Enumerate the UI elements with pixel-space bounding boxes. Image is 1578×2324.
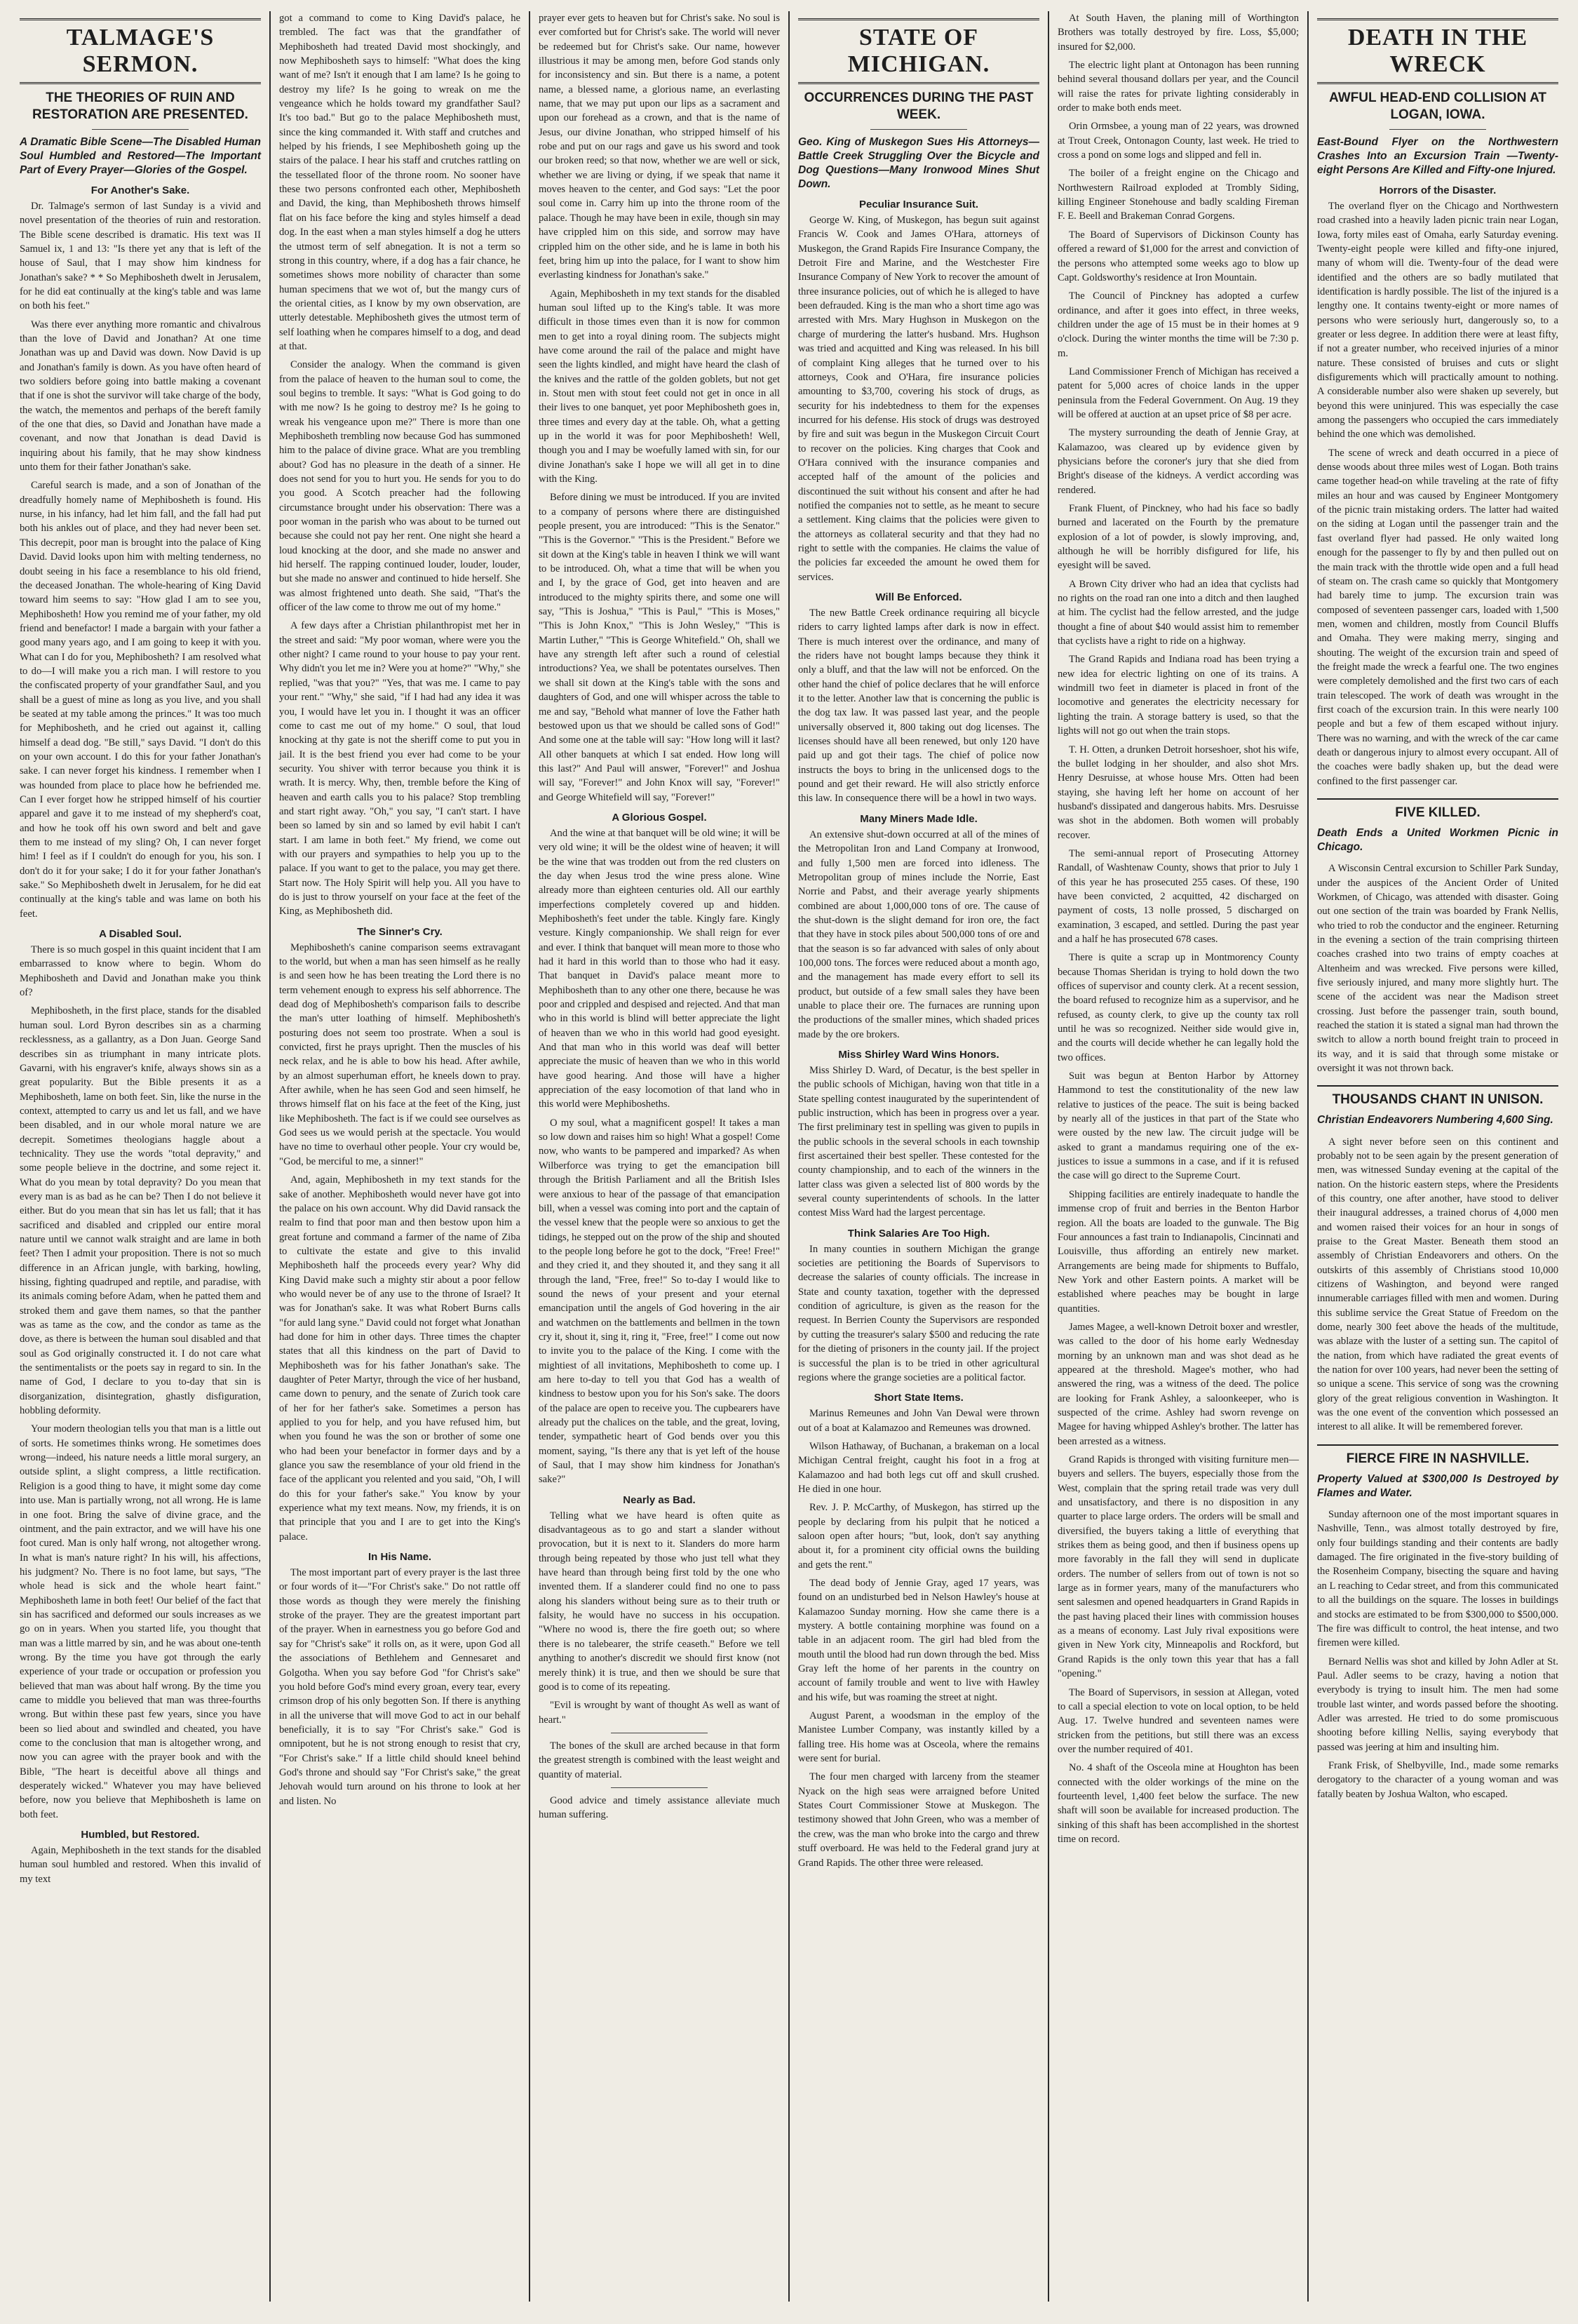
paragraph: And the wine at that banquet will be old wine; it will be very old wine; it will be the oldest wine of heaven; it will be the wine that was trodden out from the red clusters on the day when Jesus trod the wine press alone. Wine already more than eighteen centuries old. All our earthly imperfections completely covered up and hidden. Mephibosheth's feet under the table. Kingly fare. Kingly vesture. Kingly companionship. We shall reign for ever and ever. I think that banquet will mean more to those who had it hard in this world than to those who had it easy. That banquet in David's palace meant more to Mephibosheth than to any other one there, because he was poor and crippled and despised and rejected. And that man who in this world is blind will better appreciate the light of heaven than we who in this world had good eyesight. And that man who in this world was deaf will better appreciate the music of heaven than we who in this world have good hearing. And those will have a higher appreciation of the easy locomotion of that land who in this world were Mephibosheths. — [539, 827, 780, 1110]
section-heading-short-state-items: Short State Items. — [874, 1392, 964, 1404]
paragraph: August Parent, a woodsman in the employ of the Manistee Lumber Company, was instantly killed by a falling tree. His home was at Osceola, where the remains were sent for burial. — [798, 1710, 1039, 1765]
paragraph: Your modern theologian tells you that man is a little out of sorts. He sometimes thinks wrong. He sometimes does wrong—indeed, his nature needs a little moral surgery, an outside splint, a slight compress, a little rectification. Religion is a good thing to have, it might some day come into use. Man is partially wrong, not all wrong. He is lame in one foot. Bring the salve of divine grace, and the ointment, and the pain extractor, and we will have his one foot cured. Man is only half wrong, not altogether wrong. In what is man's nature right? In his will, his affections, his judgment? No. There is no foot lame, but says, "The whole head is sick and the whole heart faint." Mephibosheth lame in both feet! Our belief of the fact that sin has sacrificed and deformed our souls increases as we go on in years. When you started life, you thought that man was a little marred by sin, and he was about one-tenth wrong. By the time you have got through the early experience of your trade or occupation or profession you believed that man was about half wrong. By the time you came to middle you believed that man was three-fourths wrong. But within these past few years, since you have been so lied about and swindled and cheated, you have come to the conclusion that man is altogether wrong, and now you can agree with the prayer book and with the Bible, "The heart is deceitful above all things and desperately wicked." Whatever you may have believed before, now you believe that Mephibosheth is lame on both feet. — [20, 1423, 261, 1820]
paragraph: Orin Ormsbee, a young man of 22 years, was drowned at Trout Creek, Ontonagon County, last week. He tried to cross a pond on some logs and slipped and fell in. — [1058, 121, 1299, 161]
paragraph: Telling what we have heard is often quite as disadvantageous as to go and start a slander without provocation, but it is next to it. Slanders do more harm through being repeated by those who just tell what they have heard than through being first told by the one who invented them. If a slanderer could find no one to pass along his slanders without being sure as to their truth or falsity, he would have no success in his occupation. "Where no wood is, there the fire goeth out; so where there is no talebearer, the strife ceaseth." Before we tell anything to another's discredit we should first know (not merely think) it is true, and then we should be sure that good is to come of its repeating. — [539, 1510, 780, 1693]
section-heading-another-sake: For Another's Sake. — [90, 184, 190, 196]
section-heading-nearly-as-bad: Nearly as Bad. — [623, 1493, 696, 1506]
section-heading-sinners-cry: The Sinner's Cry. — [357, 925, 443, 938]
deck-ruin-restoration: THE THEORIES OF RUIN AND RESTORATION ARE PRESENTED. — [32, 90, 248, 122]
divider — [611, 1787, 708, 1788]
headline-fierce-fire: FIERCE FIRE IN NASHVILLE. — [1317, 1444, 1558, 1467]
paragraph: Dr. Talmage's sermon of last Sunday is a vivid and novel presentation of the theories of ruin and restoration. The Bible scene described is dramatic. His text was II Samuel ix, 1 and 13: "Is there yet any that is left of the house of Saul, that I may show him kindness for Jonathan's sake? * * So Mephibosheth dwelt in Jerusalem, for he did eat continually at the king's table and was lame on both his feet." — [20, 200, 261, 312]
paragraph: No. 4 shaft of the Osceola mine at Houghton has been connected with the older workings of the mine on the fourteenth level, 1,400 feet below the surface. The new shaft will soon be available for increased production. The sinking of this shaft has been accomplished in the shortest time on record. — [1058, 1762, 1299, 1845]
paragraph: Rev. J. P. McCarthy, of Muskegon, has stirred up the people by declaring from his pulpit that he noticed a saloon open after hours; "but, look, don't say anything about it, for a prominent city official owns the building and gets the rent." — [798, 1502, 1039, 1571]
divider — [92, 129, 189, 130]
paragraph: Careful search is made, and a son of Jonathan of the dreadfully homely name of Mephibosheth is found. His nurse, in his infancy, had let him fall, and the fall had put both his ankles out of place, and they had never been set. This decrepit, poor man is brought into the palace of King David. David looks upon him with melting tenderness, no doubt seeing in his face a resemblance to his old friend, the deceased Jonathan. The whole-hearing of King David toward him seems to say: "How glad I am to see you, Mephibosheth! How you remind me of your father, my old friend and benefactor! I made a bargain with your father a good many years ago, and I am going to keep it with you. What can I do for you, Mephibosheth? I am resolved what to do—I will make you a rich man. I will restore to you the confiscated property of your grandfather Saul, and you shall be a guest of mine as long as you live, and you shall be seated at my table among the princes." It was too much for Mephibosheth, and he cried out against it, calling himself a dead dog. "Be still," says David. "I don't do this on your own account. I do this for your father Jonathan's sake. I can never forget his kindness. I remember when I was hounded from place to place how he befriended me. Can I ever forget how he stripped himself of his courtier apparel and gave it to me instead of my shepherd's coat, and how he took off his own sword and belt and gave them to me instead of my sling? Oh, I can never forget him! I feel as if I couldn't do enough for you, his son. I don't do it for your sake; I do it for your father Jonathan's sake." So Mephibosheth dwelt in Jerusalem, for he did eat continually at the king's table and was lame on both his feet. — [20, 480, 261, 920]
column-talmage-sermon — [11, 11, 271, 2302]
paragraph: A few days after a Christian philanthropist met her in the street and said: "My poor woman, where were you the other night? I came round to your house to pay your rent. Why didn't you let me in? Were you at home?" "Why," she replied, "was that you?" "Yes, that was me. I came to pay your rent." "Why," she said, "if I had had any idea it was you, I would have let you in. I thought it was an officer come to cast me out of my home." O soul, that loud knocking at thy gate is not the sheriff come to put you in jail. It is the best friend you ever had come to be your security. You shiver with terror because you think it is wrath. It is mercy. Why, then, tremble before the King of heaven and earth calls you to his palace? Stop trembling and start right away. "Oh," you say, "I can't start. I have been so lamed by sin and so lamed by evil habit I can't start. I am lame in both feet." My friend, we come out with our prayers and sympathies to help you up to the palace. If you want to get to the palace, you may get there. Start now. The Holy Spirit will help you. All you have to do is just to throw yourself on your face at the feet of the King, as Mephibosheth did. — [279, 620, 520, 918]
divider — [1389, 129, 1486, 130]
paragraph: Marinus Remeunes and John Van Dewal were thrown out of a boat at Kalamazoo and Remeunes was drowned. — [798, 1408, 1039, 1434]
deck-head-end-collision: AWFUL HEAD-END COLLISION AT LOGAN, IOWA. — [1329, 90, 1546, 122]
headline-thousands-chant: THOUSANDS CHANT IN UNISON. — [1317, 1085, 1558, 1108]
column-death-in-wreck — [1309, 11, 1567, 2302]
paragraph: prayer ever gets to heaven but for Christ's sake. No soul is ever comforted but for Christ's sake. The world will never be redeemed but for Christ's sake. Our name, however illustrious it may be among men, before God stands only for inconsistency and sin. But there is a name, a potent name, a blessed name, a glorious name, an everlasting name, that we may put upon our lips as a sacrament and upon our forehead as a crown, and that is the name of Jesus, our divine Jonathan, who stripped himself of his robe and put on our rags and gave us his sword and took our broken reed; so that now, whether we are well or sick, whether we are living or dying, if we speak that name it moves heaven to the center, and God says: "Let the poor soul come in. Carry him up into the throne room of the palace. Though he may have been in exile, though sin may have crippled him on this side, and sorrow may have crippled him on the other side, and he is lame in both his feet, bring him up into the palace, for I want to show him everlasting kindness for Jonathan's sake." — [539, 13, 780, 281]
paragraph: The bones of the skull are arched because in that form the greatest strength is combined with the least weight and quantity of material. — [539, 1740, 780, 1780]
paragraph: A Wisconsin Central excursion to Schiller Park Sunday, under the auspices of the Ancient Order of United Workmen, of Chicago, was attended with disaster. Going out one section of the train was boarded by Frank Nellis, who tried to rob the conductor and the engineer. Returning in the evening a section of the train comprising thirteen coaches crashed into two trains of empty coaches at Altenheim and was wrecked. Five persons were killed, five seriously injured, and many more slightly hurt. The scene of the accident was near the Madison street crossing. Just before the passenger train, south bound, reached the station it is stated a signal man had thrown the switch to allow a north bound freight train to proceed in its way, and it is said that through some mistake or oversight it was not thrown back. — [1317, 863, 1558, 1075]
paragraph: Sunday afternoon one of the most important squares in Nashville, Tenn., was almost totally destroyed by fire, only four buildings standing and their contents are badly damaged. The fire originated in the five-story building of the Rosenheim Company, bisecting the square and having an L reaching to Cedar street, and from this communicated to all the buildings on the square. The losses in buildings and stocks are estimated to be from $300,000 to $500,000. The fire was difficult to control, the heat intense, and two firemen were killed. — [1317, 1509, 1558, 1649]
paragraph: There is quite a scrap up in Montmorency County because Thomas Sheridan is trying to hold down the two offices of supervisor and county clerk. At a recent session, the board refused to recognize him as a supervisor, and he refused, as county clerk, to give up the county tax roll until he was so recognized. Neither side would give in, and the courts will decide whether he can legally hold the two offices. — [1058, 952, 1299, 1063]
paragraph: The overland flyer on the Chicago and Northwestern road crashed into a heavily laden picnic train near Logan, Iowa, forty miles east of Omaha, early Saturday evening. Twenty-eight people were killed and fifty-one injured, many of whom will die. Twenty-four of the dead were identified and the others are so badly mutilated that identification is hardly possible. The list of the injured is a lengthy one. It contains twenty-eight or more names of persons who were seriously hurt, dangerously so, to a greater or less degree. In addition there were at least fifty, if not a greater number, who received injuries of a minor nature. These consisted of bruises and cuts or slight disfigurements which will practically amount to nothing. A considerable number also were shaken up severely, but beyond this were uninjured. This was especially the case among the passengers who occupied the cars immediately behind the one which was demolished. — [1317, 200, 1558, 441]
paragraph: Was there ever anything more romantic and chivalrous than the love of David and Jonathan? At one time Jonathan was up and David was down. Now David is up and Jonathan's family is down. As you have often heard of two soldiers before going into battle making a covenant that if one is shot the survivor will take charge of the body, the watch, the mementos and perhaps of the bereft family of the one that dies, so David and Jonathan have made a covenant, and now that Jonathan is dead David is inquiring about his family, that he may show kindness unto them for their father Jonathan's sake. — [20, 318, 261, 473]
newspaper-page — [11, 11, 1567, 2302]
subdeck-flyer-crash: East-Bound Flyer on the Northwestern Crashes Into an Excursion Train —Twenty-eight Persons Are Killed and Fifty-one Injured. — [1317, 135, 1558, 176]
paragraph: The semi-annual report of Prosecuting Attorney Randall, of Washtenaw County, shows that prior to July 1 of this year he has prosecuted 255 cases. Of these, 190 have been convicted, 2 acquitted, 42 discharged on payment of costs, 13 nolle prossed, 5 discharged on examination, 3 escaped, and settled. During the past year and a half he has prosecuted 678 cases. — [1058, 847, 1299, 945]
paragraph: The dead body of Jennie Gray, aged 17 years, was found on an undisturbed bed in Nelson Hawley's house at Kalamazoo Sunday morning. How she came there is a mystery. A bottle containing morphine was found on a table in an adjacent room. The girl had bled from the mouth until the blood had run down through the bed. Miss Gray left the home of her parents in the country on account of family trouble and went to live with Hawley and his wife, but was roaming the street at night. — [798, 1577, 1039, 1703]
section-heading-miners-idle: Many Miners Made Idle. — [860, 812, 978, 825]
subdeck-bible-scene: A Dramatic Bible Scene—The Disabled Human Soul Humbled and Restored—The Important Part of Every Prayer—Glories of the Gospel. — [20, 135, 261, 176]
paragraph: Again, Mephibosheth in my text stands for the disabled human soul lifted up to the King's table. It was more difficult in those times even than it is now for common men to get into a royal dining room. The subjects might have come around the rail of the palace and might have seen the lights kindled, and might have heard the clash of the knives and the rattle of the golden goblets, but not get in. Stout men with stout feet could not get in once in all their lives to one banquet, yet poor Mephibosheth goes in, three times and every day at the table. Oh, what a getting up in the world it was for poor Mephibosheth! Well, though you and I may be woefully lamed with sin, for our divine Jonathan's sake I hope we will all get in to dine with the King. — [539, 288, 780, 485]
subdeck-workmen-picnic: Death Ends a United Workmen Picnic in Chicago. — [1317, 827, 1558, 854]
paragraph: Suit was begun at Benton Harbor by Attorney Hammond to test the constitutionality of the new law relative to justices of the peace. The suit is being backed by nearly all of the justices in that part of the State who were ousted by the new law. The circuit judge will be asked to grant a mandamus requiring one of the ex-justices to issue a summons in a case, and if it is refused the case will go direct to the Supreme Court. — [1058, 1070, 1299, 1182]
paragraph: The most important part of every prayer is the last three or four words of it—"For Christ's sake." Do not rattle off those words as though they were merely the finishing stroke of the prayer. They are the greatest important part of the prayer. When in earnestness you go before God and say for "Christ's sake" it rolls on, as it were, upon God all the associations of Bethlehem and Gennesaret and Golgotha. When you say before God "for Christ's sake" you hold before God's mind every groan, every tear, every crimson drop of his only begotten Son. If there is anything in all the universe that will move God to act in our behalf beneficially, it is to say "For Christ's sake." God is omnipotent, but he is not strong enough to resist that cry, "For Christ's sake." If a little child should kneel behind God's throne and should say "For Christ's sake," the great Jehovah would turn around on his throne to look at her and listen. No — [279, 1567, 520, 1807]
paragraph: A Brown City driver who had an idea that cyclists had no rights on the road ran one into a ditch and then laughed at him. The cyclist had the fellow arrested, and the judge thought a fine of about $40 would assist him to remember that cyclists have a right to ride on a highway. — [1058, 578, 1299, 647]
column-state-of-michigan — [790, 11, 1049, 2302]
paragraph: The electric light plant at Ontonagon has been running behind several thousand dollars per year, and the Council will raise the rates for private lighting considerably in order to make both ends meet. — [1058, 60, 1299, 114]
subdeck-endeavorers: Christian Endeavorers Numbering 4,600 Sing. — [1317, 1114, 1553, 1127]
paragraph: The new Battle Creek ordinance requiring all bicycle riders to carry lighted lamps after dark is now in effect. There is much interest over the ordinance, and many of the riders have not bought lamps because they think it only a bluff, and that the law will not be enforced. On the other hand the chief of police declares that he will enforce it to the letter. Another law that is concerning the public is the dog tax law. It was passed last year, and the people universally observed it, 800 taking out dog licenses. The licenses should have all been renewed, but only 120 have paid up and got their tags. The chief of police now instructs the boys to bring in the unlicensed dogs to the pound and get their reward. He will also strictly enforce this law. In consequence there will be a howl in two ways. — [798, 607, 1039, 805]
headline-five-killed: FIVE KILLED. — [1317, 798, 1558, 821]
paragraph: Before dining we must be introduced. If you are invited to a company of persons where there are distinguished people present, you are introduced: "This is the Senator." "This is the Governor." "This is the President." Before we sit down at the King's table in heaven I think we will want to be introduced. Oh, what a time that will be when you and I, by the grace of God, get into heaven and are introduced to the mighty spirits there, and some one will say, "This is Joshua," "This is Paul," "This is Moses," "This is John Knox," "This is John Wesley," "This is Martin Luther," "This is George Whitefield." Oh, shall we have any strength left after such a round of celestial introductions? Yea, we shall be potentates ourselves. Then we shall sit down at the King's table with the sons and daughters of God, and one will whisper across the table to me and say, "Behold what manner of love the Father hath bestowed upon us that we should be called sons of God!" And some one at the table will say: "How long will it last? All other banquets at which I sat ended. How long will this last?" And Paul will answer, "Forever!" and Joshua will say, "Forever!" and John Knox will say, "Forever!" and George Whitefield will say, "Forever!" — [539, 492, 780, 803]
column-sermon-conclusion — [530, 11, 790, 2302]
paragraph: Bernard Nellis was shot and killed by John Adler at St. Paul. Adler seems to be crazy, having a notion that everybody is trying to insult him. The men had some trouble last winter, and words passed before the shooting. Adler was arrested. He tried to do some promiscuous shooting before killing Nellis, saying everybody that passed was jeering at him and insulting him. — [1317, 1655, 1558, 1753]
paragraph: And, again, Mephibosheth in my text stands for the sake of another. Mephibosheth would never have got into the palace on his own account. Why did David ransack the realm to find that poor man and then bestow upon him a great fortune and command a farmer of the name of Ziba to cultivate the estate and give to this invalid Mephibosheth half the proceeds every year? Why did King David make such a mighty stir about a poor fellow who would never be of any use to the throne of Israel? It was for Jonathan's sake. It was what Robert Burns calls "for auld lang syne." David could not forget what Jonathan had done for him in other days. Three times the chapter states that all this kindness on the part of David to Mephibosheth was for his father Jonathan's sake. The daughter of Peter Martyr, through the vice of her husband, came down to penury, and the senate of Zurich took care of her for her father's sake. Sometimes a person has applied to you for help, and you have refused him, but when you found he was the son or brother of some one who had been your benefactor in former days and by a glance you saw the resemblance of your old friend in the face of the applicant you relented and you said, "Oh, I will do this for your father's sake." You know by your experience what my text means. Now, my friends, it is on that principle that you and I are to get into the King's palace. — [279, 1174, 520, 1543]
paragraph: In many counties in southern Michigan the grange societies are petitioning the Boards of Supervisors to decrease the salaries of county officials. The increase in State and county taxation, together with the depressed condition of agriculture, is given as the reason for the request. In Berrien County the Supervisors are responded by cutting the treasurer's salary $500 and reducing the rate for the dieting of prisoners in the county jail. If the project is successful the plan is to be tried in other agricultural regions where the grange societies are a political factor. — [798, 1243, 1039, 1383]
paragraph: Wilson Hathaway, of Buchanan, a brakeman on a local Michigan Central freight, caught his foot in a frog at Kalamazoo and had both legs cut off and skull crushed. He died in one hour. — [798, 1440, 1039, 1495]
paragraph: Frank Frisk, of Shelbyville, Ind., made some remarks derogatory to the character of a young woman and was fatally beaten by Joshua Walton, who escaped. — [1317, 1759, 1558, 1800]
paragraph: Frank Fluent, of Pinckney, who had his face so badly burned and lacerated on the Fourth by the premature explosion of a lot of powder, is slowly improving, and, although he will be horribly disfigured for life, his eyesight will be saved. — [1058, 503, 1299, 572]
paragraph: The mystery surrounding the death of Jennie Gray, at Kalamazoo, was cleared up by evidence given by physicians before the coroner's jury that she died from Bright's disease of the kidneys. A verdict according was rendered. — [1058, 427, 1299, 496]
paragraph: Shipping facilities are entirely inadequate to handle the immense crop of fruit and berries in the Benton Harbor region. All the boats are loaded to the gunwale. The Big Four announces a fast train to Indianapolis, Cincinnati and Louisville, thus affording an entirely new market. Arrangements are being made for shipments to Buffalo, New York and other Eastern points. A market will be established where peaches may be bought in large quantities. — [1058, 1188, 1299, 1315]
paragraph: George W. King, of Muskegon, has begun suit against Francis W. Cook and James O'Hara, attorneys of Muskegon, the Grand Rapids Fire Insurance Company, the Detroit Fire and Marine, and the Westchester Fire Insurance Company of New York to recover the amount of three insurance policies, out of which he is alleged to have been defrauded. King is the man who a short time ago was arrested with Mrs. Mary Hughson in Muskegon on the charge of murdering the latter's husband. Mrs. Hughson was tried and acquitted and King was released. In his bill of complaint King alleges that he turned over to his attorneys, Cook and O'Hara, fire insurance policies amounting to $3,700, covering his stock of drugs, as security for his indebtedness to them for the expenses incurred for his defense. His stock of drugs was destroyed by fire and suit was begun in the Muskegon Circuit Court to recover on the policies. King charges that Cook and O'Hara connived with the insurance companies and accepted half of the amount of the policies and discontinued the suit without his consent and after he had notified the companies not to settle, as he meant to secure a settlement. King claims that the policies were given to the attorneys as collateral security and that they had no right to settle with the companies. He claims the value of the policies far exceeded the amount he owed them for services. — [798, 215, 1039, 583]
headline-state-of-michigan: STATE OF MICHIGAN. — [798, 18, 1039, 84]
headline-death-in-wreck: DEATH IN THE WRECK — [1317, 18, 1558, 84]
section-heading-horrors: Horrors of the Disaster. — [1379, 184, 1497, 196]
section-heading-spelling-honors: Miss Shirley Ward Wins Honors. — [838, 1048, 999, 1061]
paragraph: O my soul, what a magnificent gospel! It takes a man so low down and raises him so high! What a gospel! Come now, who wants to be pampered and imparked? As when Wilberforce was trying to get the emancipation bill through the British Parliament and all the British Isles were anxious to hear of the passage of that emancipation bill, when a vessel was coming into port and the captain of the vessel knew that the people were so anxious to get the tidings, he stepped out on the prow of the ship and shouted to the people long before he got to the dock, "Free! Free!" and they cried it, and they shouted it, and they sang it all through the land, "Free, free!" So to-day I would like to sound the news of your present and your eternal emancipation until the angels of God hovering in the air and watchmen on the battlements and bellmen in the town cry it, shout it, sing it, ring it, "Free, free!" I come out now to invite you to the palace of the King. I come with the mightiest of all invitations, Mephibosheth to come up. I am here to-day to tell you that God has a wealth of kindness to bestow upon you for his Son's sake. The doors of the palace are open to receive you. The cupbearers have already put the chalices on the table, and the great, loving, tender, sympathetic heart of God bends over you this moment, saying, "Is there any that is yet left of the house of Saul, that I may show him kindness for Jonathan's sake?" — [539, 1117, 780, 1486]
section-heading-humbled-restored: Humbled, but Restored. — [81, 1829, 200, 1841]
section-heading-salaries: Think Salaries Are Too High. — [847, 1227, 990, 1240]
paragraph: Miss Shirley D. Ward, of Decatur, is the best speller in the public schools of Michigan, having won that title in a State spelling contest inaugurated by the superintendent of public instruction, which has been in progress over a year. The first preliminary test in spelling was given to pupils in the public schools in the several schools in each township first ascertained their best speller. These contested for the county championship, and to each of the winners in the latter class was given a selected list of 800 words by the several county superintendents of schools. In the latter contest Miss Ward had the largest percentage. — [798, 1064, 1039, 1219]
paragraph: Mephibosheth, in the first place, stands for the disabled human soul. Lord Byron describes sin as a charming recklessness, as a gallantry, as a Don Juan. George Sand describes sin as triumphant in many intricate plots. Gavarni, with his engraver's knife, always shows sin as a great popularity. But the Bible presents it as a Mephibosheth, lame on both feet. Sin, like the nurse in the context, attempted to carry us and let us fall, and we have been disabled, and in our whole moral nature we are decrepit. Sometimes theologians haggle about a technicality. They use the words "total depravity," and some people believe in the doctrine, and some reject it. What do you mean by total depravity? Do you mean that every man is as bad as he can be? Then I do not believe it either. But do you mean that sin has let us fall; that it has sacrificed and disabled and crippled our entire moral nature until we cannot walk straight and are lame in both feet? Then I admit your proposition. There is not so much difference in an African jungle, with barking, howling, hissing, fighting quadruped and reptile, and paradise, with its animals coming before Adam, when he patted them and stroked them and gave them names, so that the panther was as tame as the cow, and the condor as tame as the dove, as there is between the human soul disabled and that soul as God originally constructed it. I do not care what the sentimentalists or the poets say in regard to sin. In the name of God, I declare to you to-day that sin is disorganization, disintegration, ghastly disfiguration, hobbling deformity. — [20, 1005, 261, 1417]
section-heading-in-his-name: In His Name. — [367, 1551, 432, 1564]
paragraph: Consider the analogy. When the command is given from the palace of heaven to the human soul to come, the soul begins to tremble. It says: "What is God going to do with me now? Is he going to destroy me? Is he going to wreak his vengeance upon me?" There is more than one Mephibosheth trembling now because God has summoned him to the palace of divine grace. What are you trembling about? God has no pleasure in the death of a sinner. He does not send for you to hurt you. He sends for you to do you good. A Scotch preacher had the following circumstance brought under his observation: There was a poor woman in the parish who was about to be turned out because she could not pay her rent. One night she heard a loud knocking at the door, and she made no answer and hid herself. The rapping continued louder, louder, louder, but she made no answer and continued to hide herself. She was almost frightened unto death. She said, "That's the officer of the law come to throw me out of my home." — [279, 359, 520, 614]
column-michigan-items — [1049, 11, 1309, 2302]
paragraph: The Grand Rapids and Indiana road has been trying a new idea for electric lighting on one of its trains. A windmill two feet in diameter is placed in front of the locomotive and generates the electricity necessary for lighting the train. A storage battery is used, so that the lights will not go out when the train stops. — [1058, 654, 1299, 737]
headline-talmage-sermon: TALMAGE'S SERMON. — [20, 18, 261, 84]
paragraph: Land Commissioner French of Michigan has received a patent for 5,000 acres of choice lands in the upper peninsula from the Federal Government. On Aug. 19 they will be offered at auction at an upset price of $8 per acre. — [1058, 365, 1299, 420]
quotation: "Evil is wrought by want of thought As well as want of heart." — [539, 1700, 780, 1726]
paragraph: At South Haven, the planing mill of Worthington Brothers was totally destroyed by fire. Loss, $5,000; insured for $2,000. — [1058, 13, 1299, 53]
paragraph: A sight never before seen on this continent and probably not to be seen again by the present generation of men, was witnessed Sunday evening at the capital of the nation. On the historic eastern steps, where the Presidents of this country, one after another, have stood to deliver their inaugural addresses, a trained chorus of 4,000 men and women raised their voices for an hour in songs of praise to the Great Master. Beneath them stood an assembly of Christian Endeavorers and others. On the outskirts of this assembly of Christians stood 10,000 citizens of Washington, and beyond were ranged innumerable carriages filled with men and women. During this sublime service the Great Statue of Freedom on the dome, nearly 300 feet above the heads of the multitude, was ablaze with the luster of a setting sun. The capitol of the nation, from which have radiated the great events of the nation for over 100 years, had never been the setting of so unique a scene. This service of song was the crowning glory of the great religious convention in Washington. It was the one event of the convention which possessed an interest to all alike. It will be remembered forever. — [1317, 1136, 1558, 1433]
section-heading-insurance-suit: Peculiar Insurance Suit. — [858, 199, 979, 211]
paragraph: The scene of wreck and death occurred in a piece of dense woods about three miles west of Logan. Both trains came together head-on while traveling at the rate of fifty miles an hour and was caused by Engineer Montgomery of the picnic train mistaking orders. The latter had waited on the siding at Logan until the passenger train and the fast overland flyer had passed. He only waited long enough for the passenger to fly by and then pulled out on the main track with the throttle wide open and a full head of steam on. The crash came so quickly that Montgomery had barely time to jump. The excursion train was composed of seventeen passenger cars, loaded with 1,500 men, women and children, mostly from Council Bluffs and Omaha. They were making merry, singing and shouting. The weight of the excursion train and speed of the freight made the wreck a fearful one. The two engines were completely demolished and the first two cars of each train telescoped. The work of death was wrought in the first coach of the excursion train. In this were nearly 100 people and but a few of them escaped without injury. There was no warning, and with the wreck of the car came death or dangerous injury to almost every occupant. All of the coaches were badly shaken up, but the dead were confined to the first passenger car. — [1317, 447, 1558, 787]
paragraph: The Board of Supervisors of Dickinson County has offered a reward of $1,000 for the arrest and conviction of the persons who attempted some weeks ago to blow up Capt. Goldsworthy's residence at Iron Mountain. — [1058, 229, 1299, 283]
paragraph: James Magee, a well-known Detroit boxer and wrestler, was called to the door of his home early Wednesday morning by an unknown man and was shot dead as he appeared at the threshold. Magee's mother, who had answered the ring, was a witness of the deed. The police are looking for Frank Ashley, a saloonkeeper, who is suspected of the crime. Ashley had sworn revenge on Magee for having whipped Ashley's brother. The latter has been arrested as a witness. — [1058, 1321, 1299, 1447]
paragraph: got a command to come to King David's palace, he trembled. The fact was that the grandfather of Mephibosheth had treated David most shockingly, and now Mephibosheth says to himself: "What does the king want of me? Isn't it enough that I am lame? Is he going to destroy my life? Is he going to wreak on me the vengeance which he holds toward my grandfather Saul? It's too bad." But go to the palace Mephibosheth must, since the king commanded it. With staff and crutches and helped by his friends, I see Mephibosheth going up the stairs of the palace. I hear his staff and crutches rattling on the tessellated floor of the throne room. No sooner have these two persons confronted each other, Mephibosheth and David, the king, than Mephibosheth throws himself flat on his face before the king and styles himself a dead dog. In the east when a man styles himself a dog he utters the utmost term of self abnegation. It is not a term so strong in this country, where, if a dog has a fair chance, he sometimes shows more nobility of character than some human specimens that we wot of, but the mangy curs of the oriental cities, as I know by my own observation, are utterly detestable. Mephibosheth gives the utmost term of self loathing when he compares himself to a dog, and dead at that. — [279, 13, 520, 352]
paragraph: An extensive shut-down occurred at all of the mines of the Metropolitan Iron and Land Company at Ironwood, and fully 1,500 men are forced into idleness. The Metropolitan group of mines include the Norrie, East Norrie and Pabst, and their average yearly shipments combined are about 1,000,000 tons of ore. The cause of the shut-down is the slight demand for iron ore, the fact that they have in stock piles about 500,000 tons of ore and that the season is so far advanced with sales of only about 100,000 tons. The forces were reduced about a month ago, and the management has made every effort to sell its product, but outside of a few small sales they have been unable to place their ore. The furnaces are running upon the productions of the smaller mines, which shaded prices made by the ore brokers. — [798, 828, 1039, 1040]
paragraph: T. H. Otten, a drunken Detroit horseshoer, shot his wife, the bullet lodging in her shoulder, and also shot Mrs. Henry Desruisse, at whose house Mrs. Otten had been staying, she having left her home on account of her husband's dissipated and dangerous habits. Mrs. Desruisse was shot in the abdomen. Both women will probably recover. — [1058, 744, 1299, 841]
paragraph: The boiler of a freight engine on the Chicago and Northwestern Railroad exploded at Trombly Siding, killing Engineer Stonehouse and badly scalding Fireman F. E. Beell and Brakeman Conrad Gorgens. — [1058, 168, 1299, 222]
paragraph: The Council of Pinckney has adopted a curfew ordinance, and after it goes into effect, in three weeks, children under the age of 15 must be in their homes at 9 o'clock. During the winter months the time will be 7:30 p. m. — [1058, 290, 1299, 359]
paragraph: Mephibosheth's canine comparison seems extravagant to the world, but when a man has seen himself as he really is and seen how he has been treating the Lord there is no term vehement enough to express his self abhorrence. The dead dog of Mephibosheth's comparison fails to describe the man's utter loathing of himself. Mephibosheth's posturing does not seem too prostrate. When a soul is convicted, first he prays upright. Then the muscles of his neck relax, and he is able to bow his head. After awhile, by an almost superhuman effort, he kneels down to pray. After awhile, when he has seen God and seen himself, he throws himself flat on his face at the feet of the King, just like Mephibosheth. The fact is if we could see ourselves as God sees us we would perish at the spectacle. You would have no time to overhaul other people. Your cry would be, "God, be merciful to me, a sinner!" — [279, 941, 520, 1167]
column-sermon-continued — [271, 11, 530, 2302]
section-heading-disabled-soul: A Disabled Soul. — [99, 928, 182, 941]
paragraph: The four men charged with larceny from the steamer Nyack on the high seas were arraigned before United States Court Commissioner Stowe at Muskegon. The testimony showed that John Green, who was a member of the crew, was the man who broke into the cargo and threw stuff overboard. He was held to the Federal grand jury at Grand Rapids. The other three were released. — [798, 1771, 1039, 1869]
deck-occurrences: OCCURRENCES DURING THE PAST WEEK. — [804, 90, 1034, 122]
paragraph: The Board of Supervisors, in session at Allegan, voted to call a special election to vote on local option, to be held Aug. 17. Twelve hundred and seventeen names were stricken from the petitions, but still there was an excess over the number required of 401. — [1058, 1686, 1299, 1755]
subdeck-property-destroyed: Property Valued at $300,000 Is Destroyed by Flames and Water. — [1317, 1472, 1558, 1499]
subdeck-michigan-summary: Geo. King of Muskegon Sues His Attorneys—Battle Creek Struggling Over the Bicycle and Dog Questions—Many Ironwood Mines Shut Down. — [798, 135, 1039, 190]
paragraph: There is so much gospel in this quaint incident that I am embarrassed to know where to begin. Whom do Mephibosheth and David and Jonathan make you think of? — [20, 944, 261, 999]
paragraph: Good advice and timely assistance alleviate much human suffering. — [539, 1794, 780, 1821]
divider — [870, 129, 967, 130]
section-heading-glorious-gospel: A Glorious Gospel. — [612, 811, 707, 824]
paragraph: Again, Mephibosheth in the text stands for the disabled human soul humbled and restored. When this invalid of my text — [20, 1845, 261, 1885]
paragraph: Grand Rapids is thronged with visiting furniture men—buyers and sellers. The buyers, especially those from the West, complain that the spring retail trade was very dull and unsatisfactory, and there is no disposition in any quarter to place large orders. The orders will be small and diversified, the buyers taking a little of everything that strikes them as being good, and then if business opens up more favorably in the fall they will send in duplicate orders. The number of sellers from out of town is not so large as in former years, many of the manufacturers who sent salesmen and opened headquarters in Grand Rapids in the past having placed their lines with commission houses as a means of economy. Last July rival expositions were given in New York city, Minneapolis and Rockford, but Grand Rapids is the only town this year that has a fall "opening." — [1058, 1454, 1299, 1680]
section-heading-will-be-enforced: Will Be Enforced. — [875, 591, 962, 603]
